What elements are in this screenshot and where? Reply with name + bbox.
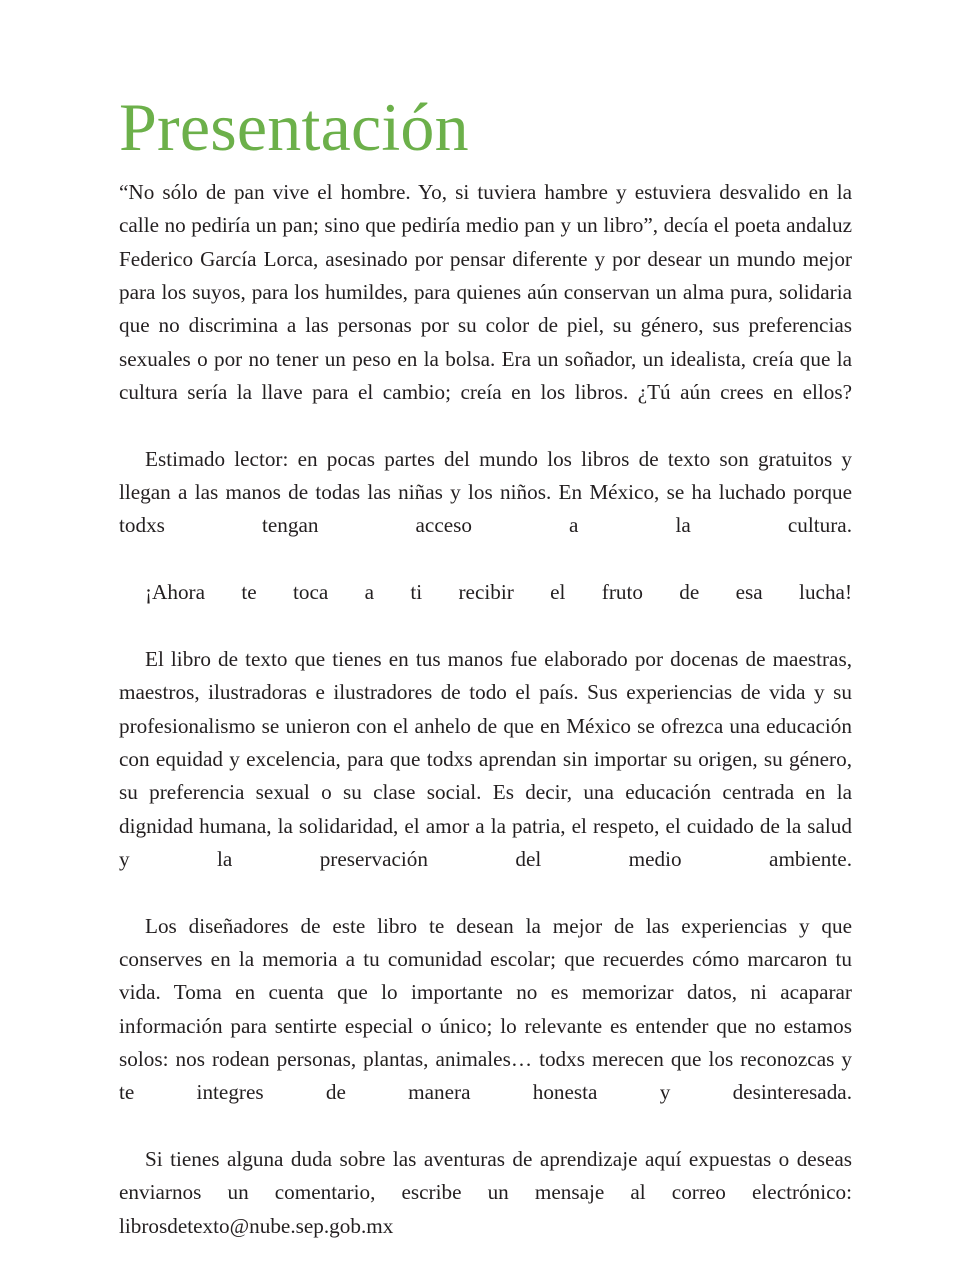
paragraph-ahora-te-toca: ¡Ahora te toca a ti recibir el fruto de esa lucha! [145,580,852,605]
body-text-block [119,176,852,1276]
page-title: Presentación [119,88,469,165]
paragraph-quote-lorca: “No sólo de pan vive el hombre. Yo, si tuviera hambre y estuviera desvalido en la calle no pediría un pan; sino que pediría medio pan y un libro”, decía el poeta andaluz Federico García Lorca, asesinado por pensar diferente y por desear un mundo mejor para los suyos, para los humildes, para quienes aún conservan un alma pura, solidaria que no discrimina a las personas por su color de piel, su género, sus preferencias sexuales o por no tener un peso en la bolsa. Era un soñador, un idealista, creía que la cultura sería la llave para el cambio; creía en los libros. ¿Tú aún crees en ellos? [119,180,852,405]
paragraph-el-libro-de-texto: El libro de texto que tienes en tus manos fue elaborado por docenas de maestras, maestros, ilustradoras e ilustradores de todo el país. Sus experiencias de vida y su profesionalismo se unieron con el anhelo de que en México se ofrezca una educación con equidad y excelencia, para que todxs aprendan sin importar su origen, su género, su preferencia sexual o su clase social. Es decir, una educación centrada en la dignidad humana, la solidaridad, el amor a la patria, el respeto, el cuidado de la salud y la preservación del medio ambiente. [119,646,852,871]
paragraph-contacto: Si tienes alguna duda sobre las aventuras de aprendizaje aquí expuestas o deseas enviarnos un comentario, escribe un mensaje al correo electrónico: librosdetexto@nube.sep.gob.mx [119,1146,852,1238]
paragraph-los-disenadores: Los diseñadores de este libro te desean la mejor de las experiencias y que conserves en la memoria a tu comunidad escolar; que recuerdes cómo marcaron tu vida. Toma en cuenta que lo importante no es memorizar datos, ni acaparar información para sentirte especial o único; lo relevante es entender que no estamos solos: nos rodean personas, plantas, animales… todxs merecen que los reconozcas y te integres de manera honesta y desinteresada. [119,913,852,1105]
paragraph-estimado-lector: Estimado lector: en pocas partes del mundo los libros de texto son gratuitos y llegan a las manos de todas las niñas y los niños. En México, se ha luchado porque todxs tengan acceso a la cultura. [119,446,852,538]
